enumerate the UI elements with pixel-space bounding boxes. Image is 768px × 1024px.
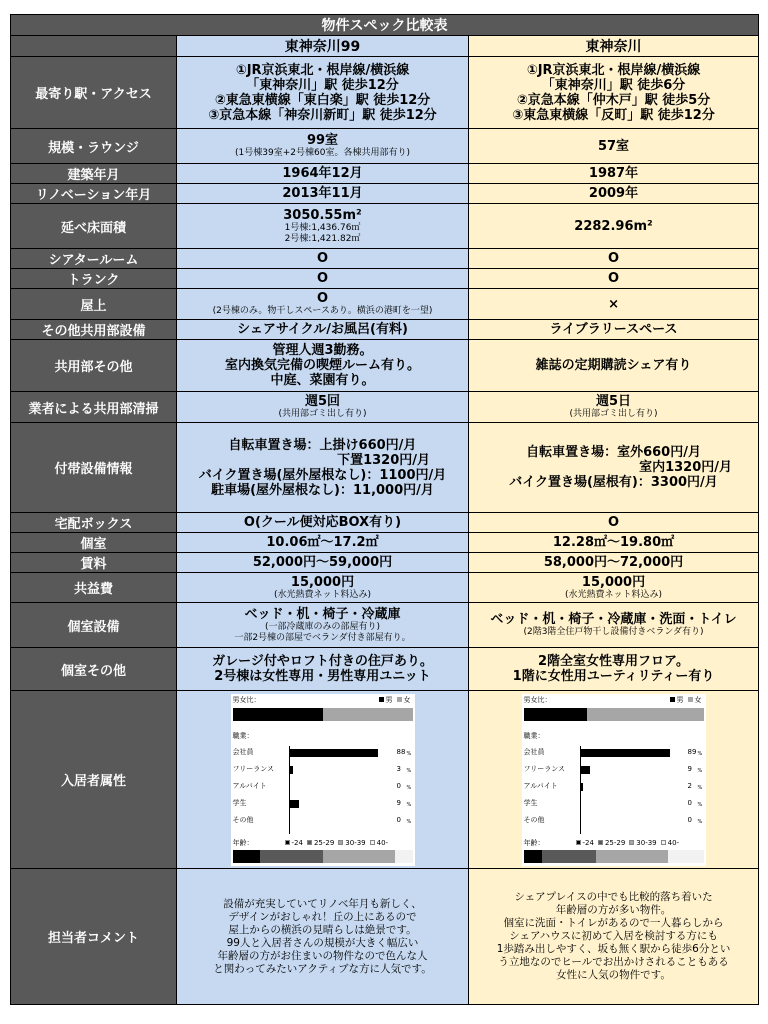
legend-swatch [307, 840, 312, 845]
row-label: 共用部その他 [11, 340, 177, 392]
cell-higashikanagawa [469, 249, 759, 269]
cell-higashikanagawa [469, 603, 759, 648]
table-row [11, 533, 759, 553]
gender-bar-male [524, 708, 587, 721]
row-label: 延べ床面積 [11, 204, 177, 249]
cell-higashikanagawa [469, 392, 759, 423]
cell-line: 自転車置き場：上掛け660円/月 [228, 437, 417, 453]
table-row [11, 691, 759, 869]
row-label: その他共用部設備 [11, 320, 177, 340]
cell-value: 2013年11月 [282, 186, 363, 201]
row-label: 業者による共用部清掃 [11, 392, 177, 423]
occupation-category: フリーランス [523, 764, 566, 773]
legend-swatch [661, 840, 666, 845]
cell-line: 駐車場(屋外屋根なし)：11,000円/月 [211, 482, 434, 498]
age-bar-segment [323, 850, 395, 863]
legend-swatch [285, 840, 290, 845]
occupation-unit: % [697, 784, 703, 791]
occupation-value: 0 [687, 815, 692, 824]
occupation-value: 0 [687, 798, 692, 807]
cell-value: 雑誌の定期購読シェア有り [535, 358, 692, 373]
cell-value: 3050.55m² [283, 207, 362, 223]
cell-higashikanagawa99 [177, 573, 469, 603]
legend-swatch [397, 697, 402, 702]
legend-swatch [370, 840, 375, 845]
cell-higashikanagawa [469, 129, 759, 164]
cell-line: 「東神奈川」駅 徒歩6分 [541, 77, 686, 93]
cell-value: O(クール便対応BOX有り) [243, 515, 402, 530]
table-row [11, 392, 759, 423]
cell-higashikanagawa99 [177, 269, 469, 289]
occupation-unit: % [697, 818, 703, 825]
cell-value: ベッド・机・椅子・冷蔵庫 [244, 606, 401, 622]
occupation-value: 3 [396, 764, 401, 773]
gender-label: 男女比： [232, 695, 261, 704]
table-row [11, 269, 759, 289]
cell-note: (水光熱費ネット料込み) [565, 589, 663, 600]
cell-value: O [607, 251, 620, 266]
gender-legend [375, 696, 411, 705]
occupation-category: アルバイト [232, 781, 267, 790]
occupation-category: 学生 [232, 798, 247, 807]
cell-higashikanagawa [469, 691, 759, 869]
occupation-bar [290, 766, 293, 774]
table-row [11, 603, 759, 648]
age-bar-segment [524, 850, 542, 863]
occupation-unit: % [406, 801, 412, 808]
spec-comparison-sheet [10, 14, 758, 1005]
cell-higashikanagawa [469, 164, 759, 184]
resident-chart [522, 694, 706, 866]
age-legend [281, 839, 389, 848]
row-label: リノベーション年月 [11, 184, 177, 204]
cell-line: 室内換気完備の喫煙ルーム有り。 [224, 358, 420, 373]
occupation-unit: % [406, 784, 412, 791]
legend-label: 25-29 [604, 838, 626, 847]
row-label: 個室設備 [11, 603, 177, 648]
gender-bar-male [233, 708, 323, 721]
table-row [11, 648, 759, 691]
comment-text: 設備が充実していてリノベ年月も新しく、 デザインがおしゃれ！丘の上にあるので 屋上からの横浜の見晴らしは絶景です。 99人と入居者さんの規模が大きく幅広い 年齢層の方がお住まいの物件なので色んな人 と関わってみたいアクティブな方に人気です。 [213, 897, 432, 975]
cell-higashikanagawa99 [177, 423, 469, 513]
cell-higashikanagawa [469, 320, 759, 340]
occupation-axis [289, 746, 290, 834]
cell-value: O [607, 271, 620, 286]
cell-value: O [316, 251, 329, 266]
legend-label: 男 [676, 695, 684, 704]
occupation-bar [581, 766, 590, 774]
cell-value: 10.06㎡～17.2㎡ [266, 535, 379, 550]
resident-chart [231, 694, 415, 866]
legend-label: -24 [582, 838, 594, 847]
legend-swatch [379, 697, 384, 702]
occupation-category: その他 [523, 815, 545, 824]
cell-note: (水光熱費ネット料込み) [273, 589, 372, 600]
row-label: 担当者コメント [11, 869, 177, 1005]
row-label: 最寄り駅・アクセス [11, 57, 177, 129]
occupation-category: 会社員 [523, 747, 545, 756]
legend-swatch [338, 840, 343, 845]
legend-label: 女 [694, 695, 702, 704]
occupation-value: 0 [396, 815, 401, 824]
cell-value: ベッド・机・椅子・冷蔵庫・洗面・トイレ [490, 612, 737, 627]
legend-label: 女 [403, 695, 411, 704]
cell-higashikanagawa99 [177, 129, 469, 164]
cell-value: O [316, 291, 329, 306]
spec-rows [11, 57, 759, 1005]
row-label: 屋上 [11, 289, 177, 320]
cell-higashikanagawa [469, 204, 759, 249]
cell-higashikanagawa99 [177, 869, 469, 1005]
cell-higashikanagawa [469, 57, 759, 129]
cell-higashikanagawa99 [177, 648, 469, 691]
cell-higashikanagawa99 [177, 320, 469, 340]
cell-higashikanagawa [469, 533, 759, 553]
age-bar-segment [542, 850, 596, 863]
age-label: 年齢： [232, 838, 254, 847]
spec-table [10, 14, 759, 1005]
cell-line: 自転車置き場：室外660円/月 [526, 445, 701, 460]
cell-value: 2009年 [588, 186, 639, 201]
cell-note: 1号棟:1,436.76㎡ [284, 222, 361, 233]
cell-value: シェアサイクル/お風呂(有料) [237, 322, 408, 337]
cell-line: バイク置き場(屋根有)：3300円/月 [509, 475, 718, 490]
table-row [11, 249, 759, 269]
cell-line: 「東神奈川」駅 徒歩12分 [246, 77, 399, 93]
legend-label: 30-39 [636, 838, 657, 847]
table-row [11, 340, 759, 392]
cell-line: 2号棟は女性専用・男性専用ユニット [214, 669, 431, 684]
cell-value: 15,000円 [290, 574, 355, 590]
cell-higashikanagawa99 [177, 553, 469, 573]
cell-higashikanagawa [469, 269, 759, 289]
row-label: 賃料 [11, 553, 177, 573]
cell-line: 1階に女性用ユーティリティー有り [512, 669, 715, 684]
cell-value: 1964年12月 [282, 166, 363, 181]
title-row [11, 15, 759, 36]
cell-line: 下置1320円/月 [337, 452, 430, 468]
occupation-label: 職業： [232, 731, 254, 740]
legend-swatch [598, 840, 603, 845]
cell-line: 管理人週3勤務。 [272, 343, 373, 358]
occupation-category: アルバイト [523, 781, 558, 790]
age-bar-segment [233, 850, 260, 863]
cell-note: (共用部ゴミ出し有り) [278, 409, 367, 419]
cell-value: 57室 [597, 138, 630, 154]
cell-higashikanagawa99 [177, 164, 469, 184]
cell-note: (共用部ゴミ出し有り) [569, 409, 658, 419]
gender-bar-female [323, 708, 413, 721]
cell-note: (一部冷蔵庫のみの部屋有り) [264, 621, 381, 632]
age-label: 年齢： [523, 838, 545, 847]
cell-higashikanagawa [469, 340, 759, 392]
legend-swatch [576, 840, 581, 845]
cell-higashikanagawa99 [177, 184, 469, 204]
table-row [11, 869, 759, 1005]
cell-higashikanagawa99 [177, 340, 469, 392]
cell-higashikanagawa99 [177, 204, 469, 249]
column-header-higashikanagawa: 東神奈川 [469, 36, 759, 57]
cell-higashikanagawa [469, 513, 759, 533]
cell-higashikanagawa99 [177, 513, 469, 533]
legend-swatch [670, 697, 675, 702]
table-row [11, 513, 759, 533]
cell-line: ②東急東横線「東白楽」駅 徒歩12分 [214, 92, 431, 108]
cell-value: 52,000円～59,000円 [252, 555, 393, 570]
occupation-value: 88 [396, 747, 406, 756]
header-row [11, 36, 759, 57]
occupation-category: フリーランス [232, 764, 275, 773]
row-label: 建築年月 [11, 164, 177, 184]
cell-line: ③東急東横線「反町」駅 徒歩12分 [512, 107, 715, 123]
cell-value: 週5回 [304, 394, 341, 409]
age-bar-segment [395, 850, 413, 863]
cell-line: 2階全室女性専用フロア。 [538, 654, 690, 669]
cell-note: (1号棟39室+2号棟60室。各棟共用部有り) [235, 148, 410, 158]
cell-line: ガレージ付やロフト付きの住戸あり。 [212, 654, 433, 669]
legend-label: 40- [376, 838, 389, 847]
cell-higashikanagawa [469, 423, 759, 513]
occupation-bar [290, 800, 299, 808]
occupation-unit: % [697, 801, 703, 808]
age-bar-segment [668, 850, 704, 863]
table-title: 物件スペック比較表 [11, 15, 759, 36]
cell-higashikanagawa [469, 553, 759, 573]
occupation-category: その他 [232, 815, 254, 824]
cell-higashikanagawa99 [177, 533, 469, 553]
cell-value: 12.28㎡～19.80㎡ [552, 535, 675, 550]
occupation-unit: % [406, 818, 412, 825]
cell-note: (2階3階全住戸物干し設備付きベランダ有り) [523, 627, 704, 637]
age-bar-segment [596, 850, 668, 863]
gender-label: 男女比： [523, 695, 552, 704]
row-label: 個室その他 [11, 648, 177, 691]
occupation-value: 9 [687, 764, 692, 773]
row-label: 個室 [11, 533, 177, 553]
row-label: 宅配ボックス [11, 513, 177, 533]
cell-higashikanagawa99 [177, 249, 469, 269]
gender-legend [666, 696, 702, 705]
table-row [11, 553, 759, 573]
cell-line: ②京急本線「仲木戸」駅 徒歩5分 [516, 92, 711, 108]
cell-higashikanagawa99 [177, 691, 469, 869]
table-row [11, 184, 759, 204]
occupation-bar [581, 783, 583, 791]
table-row [11, 57, 759, 129]
cell-higashikanagawa [469, 184, 759, 204]
cell-higashikanagawa [469, 573, 759, 603]
occupation-bar [290, 749, 378, 757]
cell-higashikanagawa99 [177, 603, 469, 648]
gender-bar-female [587, 708, 704, 721]
cell-value: ライブラリースペース [549, 322, 678, 337]
legend-swatch [688, 697, 693, 702]
legend-label: 25-29 [313, 838, 335, 847]
cell-note: (2号棟のみ。物干しスペースあり。横浜の港町を一望) [212, 306, 433, 316]
occupation-value: 0 [396, 781, 401, 790]
table-row [11, 289, 759, 320]
cell-value: 58,000円～72,000円 [543, 555, 684, 570]
occupation-value: 2 [687, 781, 692, 790]
occupation-unit: % [697, 767, 703, 774]
row-label: 規模・ラウンジ [11, 129, 177, 164]
cell-line: ③京急本線「神奈川新町」駅 徒歩12分 [208, 107, 437, 123]
cell-value: 99室 [306, 133, 339, 148]
table-row [11, 573, 759, 603]
occupation-value: 89 [687, 747, 697, 756]
cell-note: 一部2号棟の部屋でベランダ付き部屋有り。 [234, 632, 411, 643]
cell-value: × [608, 296, 619, 312]
table-row [11, 320, 759, 340]
cell-value: O [316, 271, 329, 286]
cell-higashikanagawa [469, 648, 759, 691]
occupation-unit: % [697, 750, 703, 757]
cell-higashikanagawa99 [177, 392, 469, 423]
occupation-category: 会社員 [232, 747, 254, 756]
occupation-bar [581, 749, 670, 757]
occupation-unit: % [406, 767, 412, 774]
occupation-label: 職業： [523, 731, 545, 740]
row-label: 共益費 [11, 573, 177, 603]
legend-swatch [629, 840, 634, 845]
age-legend [572, 839, 680, 848]
cell-value: 1987年 [588, 166, 639, 181]
cell-higashikanagawa [469, 869, 759, 1005]
table-row [11, 164, 759, 184]
cell-value: 週5日 [595, 394, 632, 409]
occupation-unit: % [406, 750, 412, 757]
cell-line: 室内1320円/月 [639, 460, 733, 475]
row-label: トランク [11, 269, 177, 289]
cell-higashikanagawa [469, 289, 759, 320]
cell-line: 中庭、菜園有り。 [270, 373, 375, 388]
cell-line: ①JR京浜東北・根岸線/横浜線 [526, 62, 701, 78]
comment-text: シェアプレイスの中でも比較的落ち着いた 年齢層の方が多い物件。 個室に洗面・トイレがあるので一人暮らしから シェアハウスに初めて入居を検討する方にも 1歩踏み出しやすく、坂も無く駅から徒歩6分とい う立地なのでヒールでお出かけされることもある 女性に人気の物件です。 [496, 891, 731, 981]
legend-label: 40- [667, 838, 680, 847]
row-label: 付帯設備情報 [11, 423, 177, 513]
table-row [11, 129, 759, 164]
age-bar-segment [260, 850, 323, 863]
occupation-category: 学生 [523, 798, 538, 807]
cell-line: ①JR京浜東北・根岸線/横浜線 [235, 62, 410, 78]
legend-label: 30-39 [345, 838, 366, 847]
legend-label: 男 [385, 695, 393, 704]
cell-higashikanagawa99 [177, 57, 469, 129]
legend-label: -24 [291, 838, 303, 847]
header-label-empty [11, 36, 177, 57]
row-label: 入居者属性 [11, 691, 177, 869]
row-label: シアタールーム [11, 249, 177, 269]
column-header-higashikanagawa99: 東神奈川99 [177, 36, 469, 57]
cell-value: 2282.96m² [574, 218, 653, 234]
cell-value: 15,000円 [581, 574, 646, 590]
cell-line: バイク置き場(屋外屋根なし)：1100円/月 [198, 467, 447, 483]
cell-higashikanagawa99 [177, 289, 469, 320]
table-row [11, 204, 759, 249]
table-row [11, 423, 759, 513]
occupation-value: 9 [396, 798, 401, 807]
cell-value: O [607, 515, 620, 530]
cell-note: 2号棟:1,421.82㎡ [284, 233, 361, 244]
